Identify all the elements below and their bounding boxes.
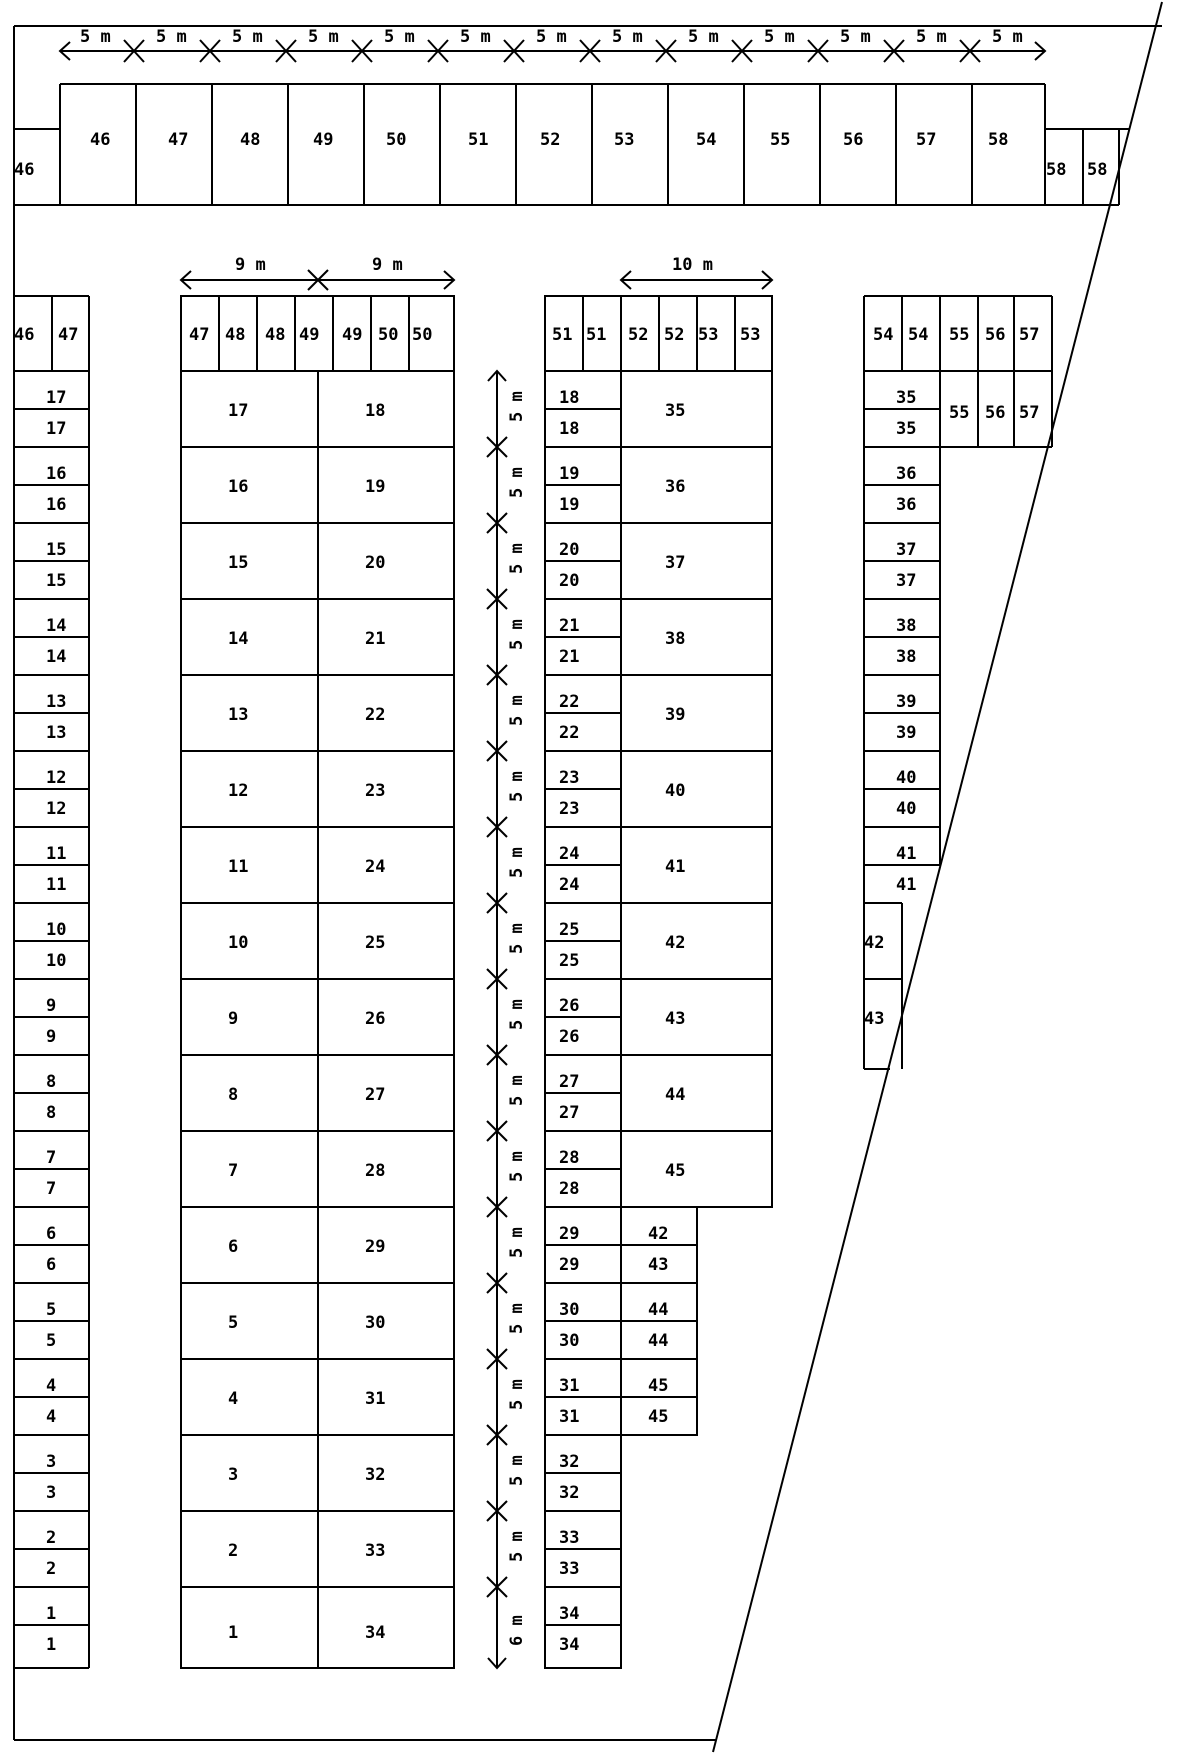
parking-stall-number: 22: [559, 692, 580, 712]
aisle-dim-label: 5 m: [507, 771, 527, 802]
top-dim-label: 5 m: [612, 27, 643, 47]
parking-stall-number: 25: [559, 920, 580, 940]
parking-stall-number: 21: [559, 647, 580, 667]
parking-stall-number: 58: [1046, 160, 1067, 180]
top-dim-label: 5 m: [688, 27, 719, 47]
parking-stall-number: 44: [648, 1331, 669, 1351]
parking-stall-number: 48: [240, 130, 261, 150]
parking-stall-number: 21: [365, 629, 386, 649]
col-d-row-labels: [896, 388, 916, 895]
aisle-dimension-labels: [507, 391, 527, 1646]
parking-stall-number: 54: [696, 130, 717, 150]
parking-stall-number: 18: [365, 401, 386, 421]
parking-stall-number: 36: [896, 464, 917, 484]
parking-stall-number: 13: [46, 692, 67, 712]
parking-stall-number: 46: [14, 160, 35, 180]
parking-stall-number: 9: [46, 1027, 57, 1047]
parking-stall-number: 18: [559, 388, 580, 408]
parking-stall-number: 11: [228, 857, 249, 877]
parking-stall-number: 10: [46, 951, 67, 971]
parking-stall-number: 3: [228, 1465, 239, 1485]
parking-stall-number: 14: [46, 616, 67, 636]
parking-stall-number: 52: [628, 325, 649, 345]
parking-stall-number: 8: [46, 1103, 57, 1123]
col-d-tail-labels: [864, 933, 884, 1029]
parking-stall-number: 34: [559, 1635, 580, 1655]
top-row: [14, 27, 1130, 205]
stall-column-a: [14, 296, 89, 1668]
parking-stall-number: 8: [46, 1072, 57, 1092]
parking-stall-number: 26: [559, 1027, 580, 1047]
parking-stall-number: 11: [46, 844, 67, 864]
parking-stall-number: 29: [365, 1237, 386, 1257]
parking-stall-number: 17: [46, 419, 67, 439]
parking-stall-number: 57: [916, 130, 937, 150]
parking-stall-number: 12: [228, 781, 249, 801]
aisle-dim-label: 5 m: [507, 543, 527, 574]
parking-stall-number: 28: [559, 1179, 580, 1199]
parking-stall-number: 35: [665, 401, 686, 421]
parking-stall-number: 5: [228, 1313, 239, 1333]
parking-stall-number: 20: [365, 553, 386, 573]
parking-stall-number: 47: [168, 130, 189, 150]
col-b-dim-label: 9 m: [235, 255, 266, 275]
parking-stall-number: 12: [46, 799, 67, 819]
parking-stall-number: 51: [586, 325, 607, 345]
parking-stall-number: 14: [46, 647, 67, 667]
parking-stall-number: 49: [342, 325, 363, 345]
parking-stall-number: 28: [365, 1161, 386, 1181]
parking-stall-number: 32: [559, 1452, 580, 1472]
parking-stall-number: 13: [46, 723, 67, 743]
parking-stall-number: 44: [648, 1300, 669, 1320]
parking-stall-number: 5: [46, 1300, 57, 1320]
parking-stall-number: 2: [228, 1541, 239, 1561]
top-dim-label: 5 m: [308, 27, 339, 47]
top-dim-label: 5 m: [764, 27, 795, 47]
lot-boundary: [14, 2, 1162, 1752]
parking-stall-number: 23: [559, 768, 580, 788]
top-dim-label: 5 m: [232, 27, 263, 47]
parking-stall-number: 18: [559, 419, 580, 439]
parking-stall-number: 41: [665, 857, 686, 877]
parking-stall-number: 53: [740, 325, 761, 345]
parking-stall-number: 27: [559, 1072, 580, 1092]
parking-stall-number: 39: [665, 705, 686, 725]
parking-stall-number: 3: [46, 1483, 57, 1503]
aisle-dimension-chain: [487, 371, 527, 1668]
stall-column-c: [545, 255, 772, 1668]
top-dim-label: 5 m: [156, 27, 187, 47]
parking-stall-number: 58: [988, 130, 1009, 150]
parking-stall-number: 8: [228, 1085, 239, 1105]
aisle-dim-label: 5 m: [507, 923, 527, 954]
parking-stall-number: 49: [313, 130, 334, 150]
aisle-dim-label: 5 m: [507, 847, 527, 878]
parking-stall-number: 45: [648, 1407, 669, 1427]
parking-stall-number: 16: [46, 464, 67, 484]
parking-stall-number: 56: [985, 403, 1006, 423]
parking-stall-number: 16: [46, 495, 67, 515]
parking-stall-number: 39: [896, 723, 917, 743]
parking-stall-number: 36: [896, 495, 917, 515]
parking-stall-number: 40: [896, 768, 917, 788]
parking-stall-number: 4: [46, 1376, 57, 1396]
parking-stall-number: 14: [228, 629, 249, 649]
parking-stall-number: 27: [365, 1085, 386, 1105]
parking-stall-number: 32: [365, 1465, 386, 1485]
parking-stall-number: 35: [896, 388, 917, 408]
top-dim-label: 5 m: [840, 27, 871, 47]
parking-stall-number: 41: [896, 875, 917, 895]
parking-stall-number: 10: [46, 920, 67, 940]
parking-stall-number: 38: [665, 629, 686, 649]
parking-stall-number: 39: [896, 692, 917, 712]
parking-stall-number: 38: [896, 616, 917, 636]
parking-stall-number: 51: [552, 325, 573, 345]
parking-stall-number: 45: [665, 1161, 686, 1181]
parking-stall-number: 43: [665, 1009, 686, 1029]
parking-stall-number: 32: [559, 1483, 580, 1503]
parking-stall-number: 57: [1019, 325, 1040, 345]
parking-stall-number: 11: [46, 875, 67, 895]
top-dim-label: 5 m: [384, 27, 415, 47]
parking-stall-number: 33: [559, 1528, 580, 1548]
parking-stall-number: 2: [46, 1559, 57, 1579]
parking-stall-number: 34: [559, 1604, 580, 1624]
parking-stall-number: 48: [265, 325, 286, 345]
top-stall-labels: [90, 130, 1008, 150]
stall-column-b: [181, 255, 454, 1668]
parking-stall-number: 48: [225, 325, 246, 345]
parking-stall-number: 50: [378, 325, 399, 345]
parking-stall-number: 46: [14, 325, 35, 345]
parking-stall-number: 43: [648, 1255, 669, 1275]
parking-stall-number: 19: [365, 477, 386, 497]
parking-stall-number: 30: [559, 1300, 580, 1320]
parking-stall-number: 15: [228, 553, 249, 573]
parking-stall-number: 31: [559, 1376, 580, 1396]
parking-stall-number: 6: [46, 1255, 57, 1275]
parking-stall-number: 52: [540, 130, 561, 150]
parking-stall-number: 23: [559, 799, 580, 819]
parking-stall-number: 26: [365, 1009, 386, 1029]
parking-stall-number: 19: [559, 495, 580, 515]
parking-stall-number: 17: [46, 388, 67, 408]
parking-stall-number: 54: [873, 325, 894, 345]
parking-stall-number: 55: [949, 325, 970, 345]
parking-stall-number: 40: [896, 799, 917, 819]
parking-stall-number: 24: [559, 844, 580, 864]
col-b-head-labels: [189, 325, 432, 345]
aisle-dim-label: 5 m: [507, 1455, 527, 1486]
parking-stall-number: 42: [665, 933, 686, 953]
parking-stall-number: 51: [468, 130, 489, 150]
parking-stall-number: 36: [665, 477, 686, 497]
col-c-dimension: [621, 255, 772, 289]
parking-stall-number: 3: [46, 1452, 57, 1472]
stall-column-d: [864, 296, 1052, 1069]
aisle-dim-label: 5 m: [507, 1531, 527, 1562]
parking-stall-number: 49: [299, 325, 320, 345]
parking-stall-number: 42: [648, 1224, 669, 1244]
col-a-labels: [46, 388, 66, 1655]
parking-stall-number: 38: [896, 647, 917, 667]
parking-stall-number: 56: [843, 130, 864, 150]
aisle-dim-label: 6 m: [507, 1615, 527, 1646]
parking-stall-number: 22: [559, 723, 580, 743]
parking-stall-number: 37: [896, 571, 917, 591]
parking-stall-number: 33: [559, 1559, 580, 1579]
col-c-big-labels: [665, 401, 685, 1181]
parking-stall-number: 47: [189, 325, 210, 345]
col-b-dimension: [181, 255, 454, 290]
parking-stall-number: 13: [228, 705, 249, 725]
parking-stall-number: 55: [949, 403, 970, 423]
col-b-left-labels: [228, 401, 248, 1643]
parking-stall-number: 30: [365, 1313, 386, 1333]
parking-stall-number: 24: [365, 857, 386, 877]
parking-stall-number: 42: [864, 933, 885, 953]
parking-stall-number: 17: [228, 401, 249, 421]
parking-stall-number: 55: [770, 130, 791, 150]
top-dim-label: 5 m: [992, 27, 1023, 47]
parking-stall-number: 56: [985, 325, 1006, 345]
parking-stall-number: 50: [412, 325, 433, 345]
aisle-dim-label: 5 m: [507, 999, 527, 1030]
parking-stall-number: 54: [908, 325, 929, 345]
parking-stall-number: 28: [559, 1148, 580, 1168]
aisle-dim-label: 5 m: [507, 1303, 527, 1334]
parking-stall-number: 46: [90, 130, 111, 150]
parking-stall-number: 1: [46, 1604, 57, 1624]
parking-stall-number: 25: [365, 933, 386, 953]
parking-stall-number: 31: [559, 1407, 580, 1427]
parking-stall-number: 23: [365, 781, 386, 801]
aisle-dim-label: 5 m: [507, 1075, 527, 1106]
parking-stall-number: 7: [228, 1161, 239, 1181]
parking-stall-number: 25: [559, 951, 580, 971]
col-c-small-labels: [559, 388, 579, 1655]
parking-stall-number: 5: [46, 1331, 57, 1351]
parking-stall-number: 2: [46, 1528, 57, 1548]
parking-stall-number: 6: [228, 1237, 239, 1257]
aisle-dim-label: 5 m: [507, 619, 527, 650]
col-c-dim-label: 10 m: [672, 255, 713, 275]
parking-stall-number: 40: [665, 781, 686, 801]
top-dim-label: 5 m: [80, 27, 111, 47]
parking-stall-number: 19: [559, 464, 580, 484]
parking-stall-number: 45: [648, 1376, 669, 1396]
parking-stall-number: 57: [1019, 403, 1040, 423]
parking-stall-number: 20: [559, 571, 580, 591]
parking-stall-number: 10: [228, 933, 249, 953]
top-dim-label: 5 m: [536, 27, 567, 47]
parking-stall-number: 50: [386, 130, 407, 150]
aisle-dim-label: 5 m: [507, 467, 527, 498]
parking-stall-number: 53: [614, 130, 635, 150]
parking-stall-number: 53: [698, 325, 719, 345]
parking-stall-number: 35: [896, 419, 917, 439]
parking-stall-number: 1: [228, 1623, 239, 1643]
parking-stall-number: 22: [365, 705, 386, 725]
col-b-dim-label: 9 m: [372, 255, 403, 275]
parking-stall-number: 44: [665, 1085, 686, 1105]
parking-stall-number: 30: [559, 1331, 580, 1351]
parking-stall-number: 41: [896, 844, 917, 864]
parking-stall-number: 37: [665, 553, 686, 573]
aisle-dim-label: 5 m: [507, 1379, 527, 1410]
parking-stall-number: 52: [664, 325, 685, 345]
top-dim-label: 5 m: [460, 27, 491, 47]
parking-stall-number: 15: [46, 571, 67, 591]
parking-stall-number: 58: [1087, 160, 1108, 180]
parking-stall-number: 7: [46, 1148, 57, 1168]
parking-stall-number: 43: [864, 1009, 885, 1029]
aisle-dim-label: 5 m: [507, 1227, 527, 1258]
parking-stall-number: 4: [228, 1389, 239, 1409]
aisle-dim-label: 5 m: [507, 1151, 527, 1182]
col-b-right-labels: [365, 401, 385, 1643]
parking-stall-number: 12: [46, 768, 67, 788]
parking-stall-number: 29: [559, 1255, 580, 1275]
parking-stall-number: 4: [46, 1407, 57, 1427]
parking-stall-number: 6: [46, 1224, 57, 1244]
parking-stall-number: 7: [46, 1179, 57, 1199]
parking-stall-number: 31: [365, 1389, 386, 1409]
parking-stall-number: 9: [46, 996, 57, 1016]
parking-stall-number: 16: [228, 477, 249, 497]
parking-stall-number: 37: [896, 540, 917, 560]
aisle-dim-label: 5 m: [507, 695, 527, 726]
top-dimension-labels: [80, 27, 1023, 47]
parking-stall-number: 15: [46, 540, 67, 560]
parking-stall-number: 33: [365, 1541, 386, 1561]
parking-stall-number: 26: [559, 996, 580, 1016]
parking-stall-number: 29: [559, 1224, 580, 1244]
parking-stall-number: 20: [559, 540, 580, 560]
parking-stall-number: 47: [58, 325, 79, 345]
parking-stall-number: 21: [559, 616, 580, 636]
parking-stall-number: 34: [365, 1623, 386, 1643]
top-dim-label: 5 m: [916, 27, 947, 47]
parking-stall-number: 9: [228, 1009, 239, 1029]
parking-stall-number: 24: [559, 875, 580, 895]
aisle-dim-label: 5 m: [507, 391, 527, 422]
parking-stall-number: 1: [46, 1635, 57, 1655]
parking-stall-number: 27: [559, 1103, 580, 1123]
